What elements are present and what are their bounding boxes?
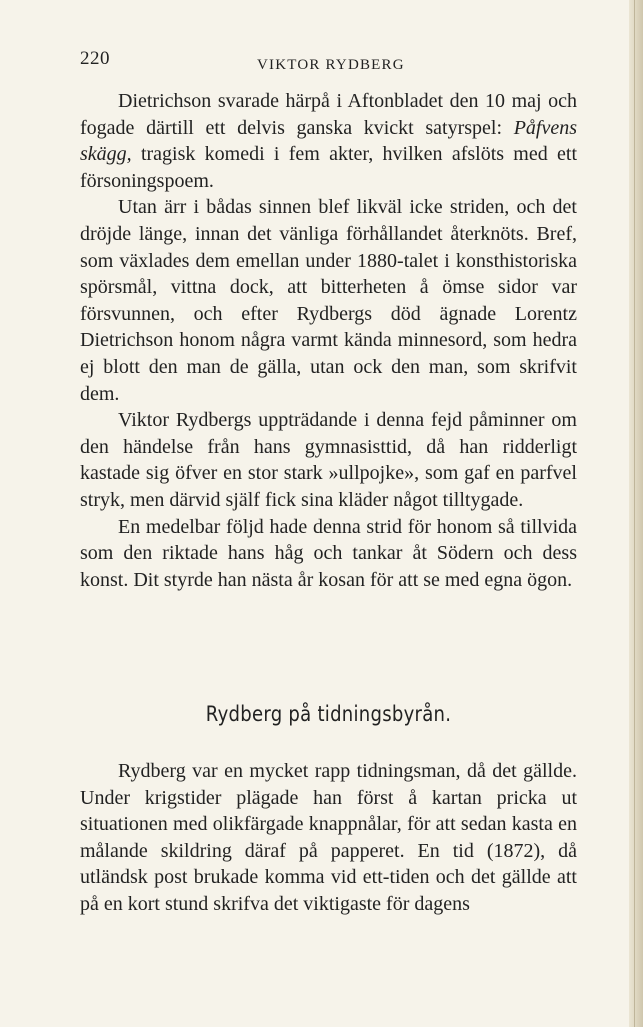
paragraph-3: Viktor Rydbergs uppträdande i denna fejd påminner om den händelse från hans gymnasisttid, då han ridderligt kastade sig öfver en stor stark »ullpojke», som gaf en parfvel stryk, men därvid själf fick sina kläder något tilltygade.	[80, 409, 577, 511]
paragraph-1-tail: tragisk komedi i fem akter, hvilken afslöts med ett försoningspoem.	[80, 143, 577, 192]
page-edge-line	[634, 0, 635, 1027]
page-number: 220	[80, 48, 110, 69]
section-paragraph-1: Rydberg var en mycket rapp tidningsman, då det gällde. Under krigstider plägade han först å kartan pricka ut situationen med olikfärgade knappnålar, för att sedan kasta en målande skildring däraf på papperet. En tid (1872), då utländsk post brukade komma vid ett-tiden och det gällde att på en kort stund skrifva det viktigaste för dagens	[80, 760, 577, 915]
section-heading: Rydberg på tidningsbyrån.	[205, 702, 452, 726]
running-head: VIKTOR RYDBERG	[257, 57, 405, 73]
paragraph-1-lead: Dietrichson svarade härpå i Aftonbladet den 10 maj och fogade därtill ett delvis ganska kvickt satyrspel:	[80, 90, 577, 139]
section-body-text	[80, 758, 577, 918]
paragraph-4: En medelbar följd hade denna strid för honom så tillvida som den riktade hans håg och tankar åt Södern och dess konst. Dit styrde han nästa år kosan för att se med egna ögon.	[80, 515, 577, 591]
play-title: Påfvens skägg,	[80, 116, 577, 166]
paragraph-1	[80, 88, 577, 194]
body-text	[80, 88, 577, 593]
paragraph-2: Utan ärr i bådas sinnen blef likväl icke striden, och det dröjde länge, innan det vänliga förhållandet återknöts. Bref, som växlades dem emellan under 1880-talet i konsthistoriska spörsmål, vittna dock, att bitterheten å ömse sidor var försvunnen, och efter Rydbergs död ägnade Lorentz Dietrichson honom några varmt kända minnesord, som hedra ej blott den man de gälla, utan ock den man, som skrifvit dem.	[80, 196, 577, 405]
page-edge-shadow	[629, 0, 643, 1027]
